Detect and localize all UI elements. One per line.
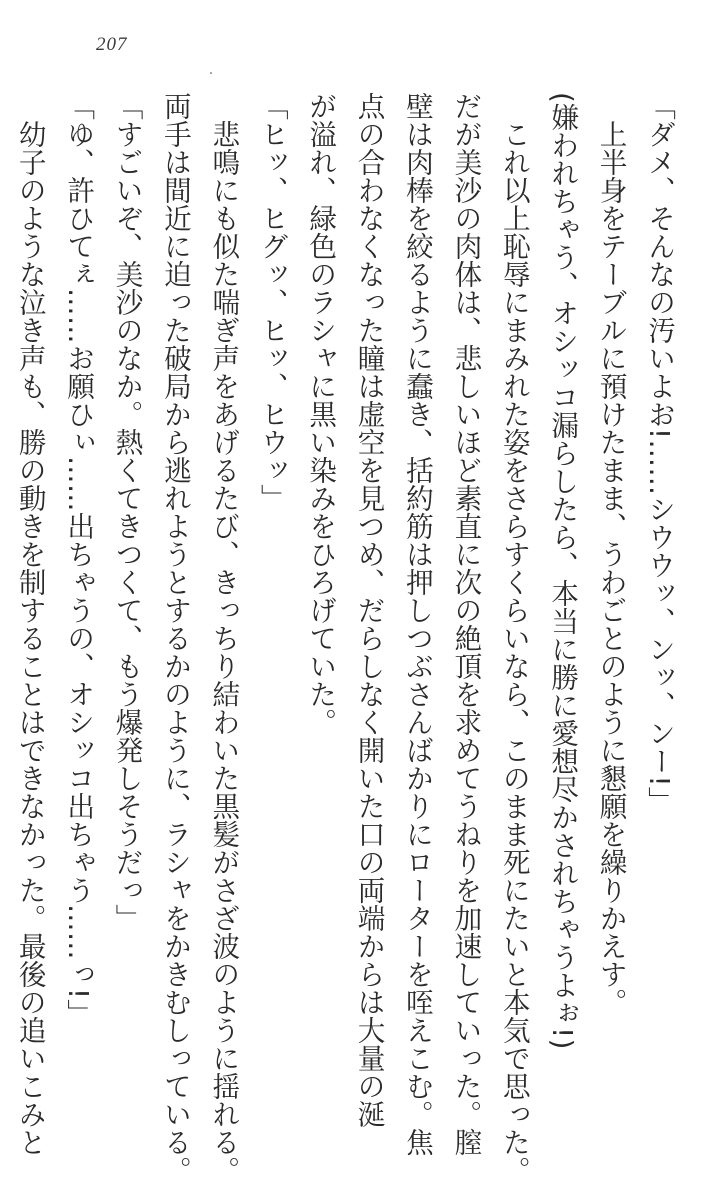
text-line: 上半身をテーブルに預けたまま、うわごとのように懇願を繰りかえす。 [594, 92, 628, 1016]
text-line: 両手は間近に迫った破局から逃れようとするかのように、ラシャをかきむしっている。 [158, 92, 192, 1184]
text-line: 「ダメ、そんなの汚いよお!……シウウッ、ンッ、ンー!」 [643, 92, 676, 815]
text-line: (嫌われちゃう、オシッコ漏らしたら、本当に勝に愛想尽かされちゃうよぉ!) [546, 92, 580, 1050]
text-line: 「ゆ、許ひてぇ……お願ひぃ……出ちゃうの、オシッコ出ちゃう……っ!」 [62, 92, 96, 1028]
text-line: これ以上恥辱にまみれた姿をさらすくらいなら、このまま死にたいと本気で思った。 [497, 92, 531, 1184]
text-line: 「ヒッ、ヒグッ、ヒッ、ヒウッ」 [255, 92, 289, 512]
vertical-text-body [0, 92, 683, 1184]
text-line: 点の合わなくなった瞳は虚空を見つめ、だらしなく開いた口の両端からは大量の涎 [352, 92, 386, 1128]
text-line [0, 92, 5, 997]
text-line: 「すごいぞ、美沙のなか。熱くてきつくて、もう爆発しそうだっ」 [110, 92, 144, 932]
scan-speck [210, 72, 212, 74]
text-line: だが美沙の肉体は、悲しいほど素直に次の絶頂を求めてうねりを加速していった。膣 [449, 92, 483, 1156]
text-line: 悲鳴にも似た喘ぎ声をあげるたび、きっちり結わいた黒髪がさざ波のように揺れる。 [207, 92, 241, 1184]
text-line: が溢れ、緑色のラシャに黒い染みをひろげていた。 [304, 92, 338, 736]
text-line: 壁は肉棒を絞るように蠢き、括約筋は押しつぶさんばかりにローターを咥えこむ。焦 [400, 92, 434, 1156]
page-number: 207 [96, 34, 128, 55]
text-line: 幼子のような泣き声も、勝の動きを制することはできなかった。最後の追いこみと [13, 92, 47, 1156]
